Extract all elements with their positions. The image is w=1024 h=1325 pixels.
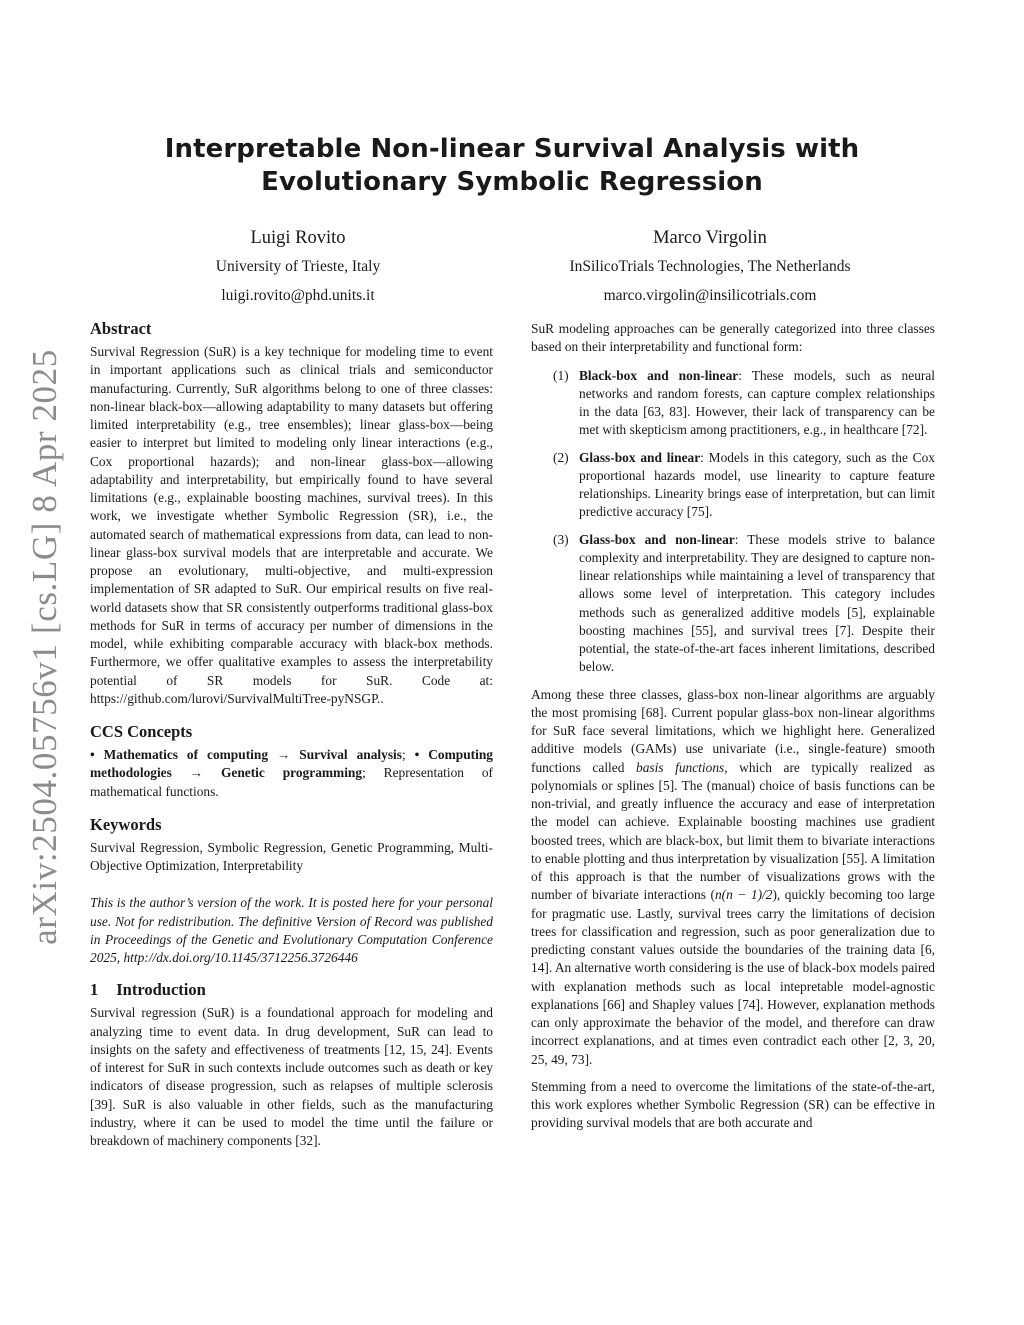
intro-text: Survival regression (SuR) is a foundational approach for modeling and analyzing time to event data. In drug development, SuR can lead to insights on the safety and effectiveness of treatments [12, 15, 24]. Events of interest for SuR in such contexts include outcomes such as death or key indicators of disease progression, such as relapses of multiple sclerosis [39]. SuR is also valuable in other fields, such as the manufacturing industry, where it can be used to model the time until the failure or breakdown of machinery components [32]. <box>90 1005 493 1148</box>
list-item: (2) Glass-box and linear: Models in this category, such as the Cox proportional hazards model, use linearity to capture feature relationships. Linearity brings ease of interpretation, but can limit predictive accuracy [75]. <box>553 449 935 520</box>
item-term: Black-box and non-linear <box>579 367 739 383</box>
keywords-heading: Keywords <box>90 814 162 834</box>
classes-list <box>531 367 935 677</box>
author-block-2 <box>520 227 900 306</box>
list-number: (1) <box>553 367 569 383</box>
intro-heading <box>90 979 493 1001</box>
left-column <box>90 318 493 1150</box>
list-item: (1) Black-box and non-linear: These models, such as neural networks and random forests, can capture complex relationships in the data [63, 83]. However, their lack of transparency can be met with skepticism among practitioners, e.g., in healthcare [72]. <box>553 367 936 438</box>
author-name: Luigi Rovito <box>250 228 346 248</box>
abstract-text: Survival Regression (SuR) is a key technique for modeling time to event in important applications such as clinical trials and semiconductor manufacturing. Currently, SuR algorithms belong to one of three classes: non-linear black-box—allowing adaptability to many datasets but offering limited interpretability (e.g., tree ensembles); linear glass-box—being easier to interpret but limited to modeling only linear interactions (e.g., Cox proportional hazards); and non-linear glass-box—allowing adaptability and interpretability, but empirically found to have several limitations (e.g., explainable boosting machines, survival trees). In this work, we investigate whether Symbolic Regression (SR), i.e., the automated search of mathematical expressions from data, can lead to non-linear glass-box survival models that are interpretable and accurate. We propose an evolutionary, multi-objective, and multi-expression implementation of SR adapted to SuR. Our empirical results on five real-world datasets show that SR consistently outperforms traditional glass-box methods for SuR in terms of accuracy per number of dimensions in the model, while exhibiting comparable accuracy with black-box methods. Furthermore, we offer qualitative examples to assess the interpretability potential of SR models for SuR. Code at: https://github.com/lurovi/SurvivalMultiTree-pyNSGP.. <box>90 344 493 706</box>
section-number: 1 <box>90 980 99 1000</box>
classes-intro: SuR modeling approaches can be generally categorized into three classes based on their interpretability and functional form: <box>531 321 935 355</box>
ccs-text: • Mathematics of computing → Survival analysis; • Computing methodologies → Genetic programming; Representation of mathematical functions. <box>90 747 494 799</box>
author-email: marco.virgolin@insilicotrials.com <box>603 287 817 304</box>
title-line-2: Evolutionary Symbolic Regression <box>261 167 763 197</box>
right-column <box>531 320 935 1133</box>
abstract-heading: Abstract <box>90 319 152 338</box>
section-title: Introduction <box>116 980 206 1000</box>
arxiv-identifier: arXiv:2504.05756v1 [cs.LG] 8 Apr 2025 <box>25 349 64 945</box>
author-affiliation: University of Trieste, Italy <box>215 258 381 275</box>
ccs-heading: CCS Concepts <box>90 722 193 741</box>
copyright-notice: This is the author’s version of the work. It is posted here for your personal use. Not for redistribution. The definitive Version of Record was published in Proceedings of the Genetic and Evolutionary Computation Conference 2025, http://dx.doi.org/10.1145/3712256.3726446 <box>90 895 493 965</box>
item-term: Glass-box and non-linear <box>579 531 735 547</box>
list-number: (2) <box>553 449 569 465</box>
author-email: luigi.rovito@phd.units.it <box>221 287 375 304</box>
author-block-1 <box>148 227 448 306</box>
keywords-text: Survival Regression, Symbolic Regression, Genetic Programming, Multi-Objective Optimization, Interpretability <box>90 839 493 873</box>
list-number: (3) <box>553 531 569 547</box>
title-line-1: Interpretable Non-linear Survival Analysis with <box>164 134 860 164</box>
author-affiliation: InSilicoTrials Technologies, The Netherlands <box>569 258 851 275</box>
paper-title <box>0 133 1024 199</box>
ccs-term-2: • Computing methodologies → Genetic programming <box>90 747 493 781</box>
ccs-term-1: • Mathematics of computing → Survival analysis <box>90 747 402 762</box>
limitations-paragraph: Among these three classes, glass-box non-linear algorithms are arguably the most promising [68]. Current popular glass-box non-linear algorithms for SuR face several limitations, which we highlight here. Generalized additive models (GAMs) use univariate (i.e., single-feature) smooth functions called basis functions, which are typically realized as polynomials or splines [5]. The (manual) choice of basis functions can be non-trivial, and greatly influence the accuracy and ease of interpretation the model can achieve. Explainable boosting machines use gradient boosted trees, which are black-box, but limit them to bivariate interactions to enable plotting and thus interpretation by visualization [55]. A limitation of this approach is that the number of visualizations grows with the number of bivariate interactions (n(n − 1)/2), quickly becoming too large for pragmatic use. Lastly, survival trees carry the limitations of decision trees for classification and regression, such as poor generalization due to predicting constant values outside the boundaries of the training data [6, 14]. An alternative worth considering is the use of black-box models paired with explanation methods such as local intepretable model-agnostic explanations [66] and Shapley values [74]. However, explanation methods can only approximate the behavior of the model, and therefore can draw incorrect explanations, and at times even contradict each other [2, 3, 20, 25, 49, 73]. <box>531 686 935 1067</box>
motivation-paragraph: Stemming from a need to overcome the limitations of the state-of-the-art, this work explores whether Symbolic Regression (SR) can be effective in providing survival models that are both accurate and <box>531 1078 935 1131</box>
list-item: (3) Glass-box and non-linear: These models strive to balance complexity and interpretability. They are designed to capture non-linear relationships while maintaining a level of transparency that allows some level of interpretation. This category includes methods such as generalized additive models [5], explainable boosting machines [55], and survival trees [7]. Despite their potential, the state-of-the-art faces inherent limitations, described below. <box>553 531 935 675</box>
author-name: Marco Virgolin <box>653 228 767 248</box>
item-term: Glass-box and linear <box>579 449 701 465</box>
